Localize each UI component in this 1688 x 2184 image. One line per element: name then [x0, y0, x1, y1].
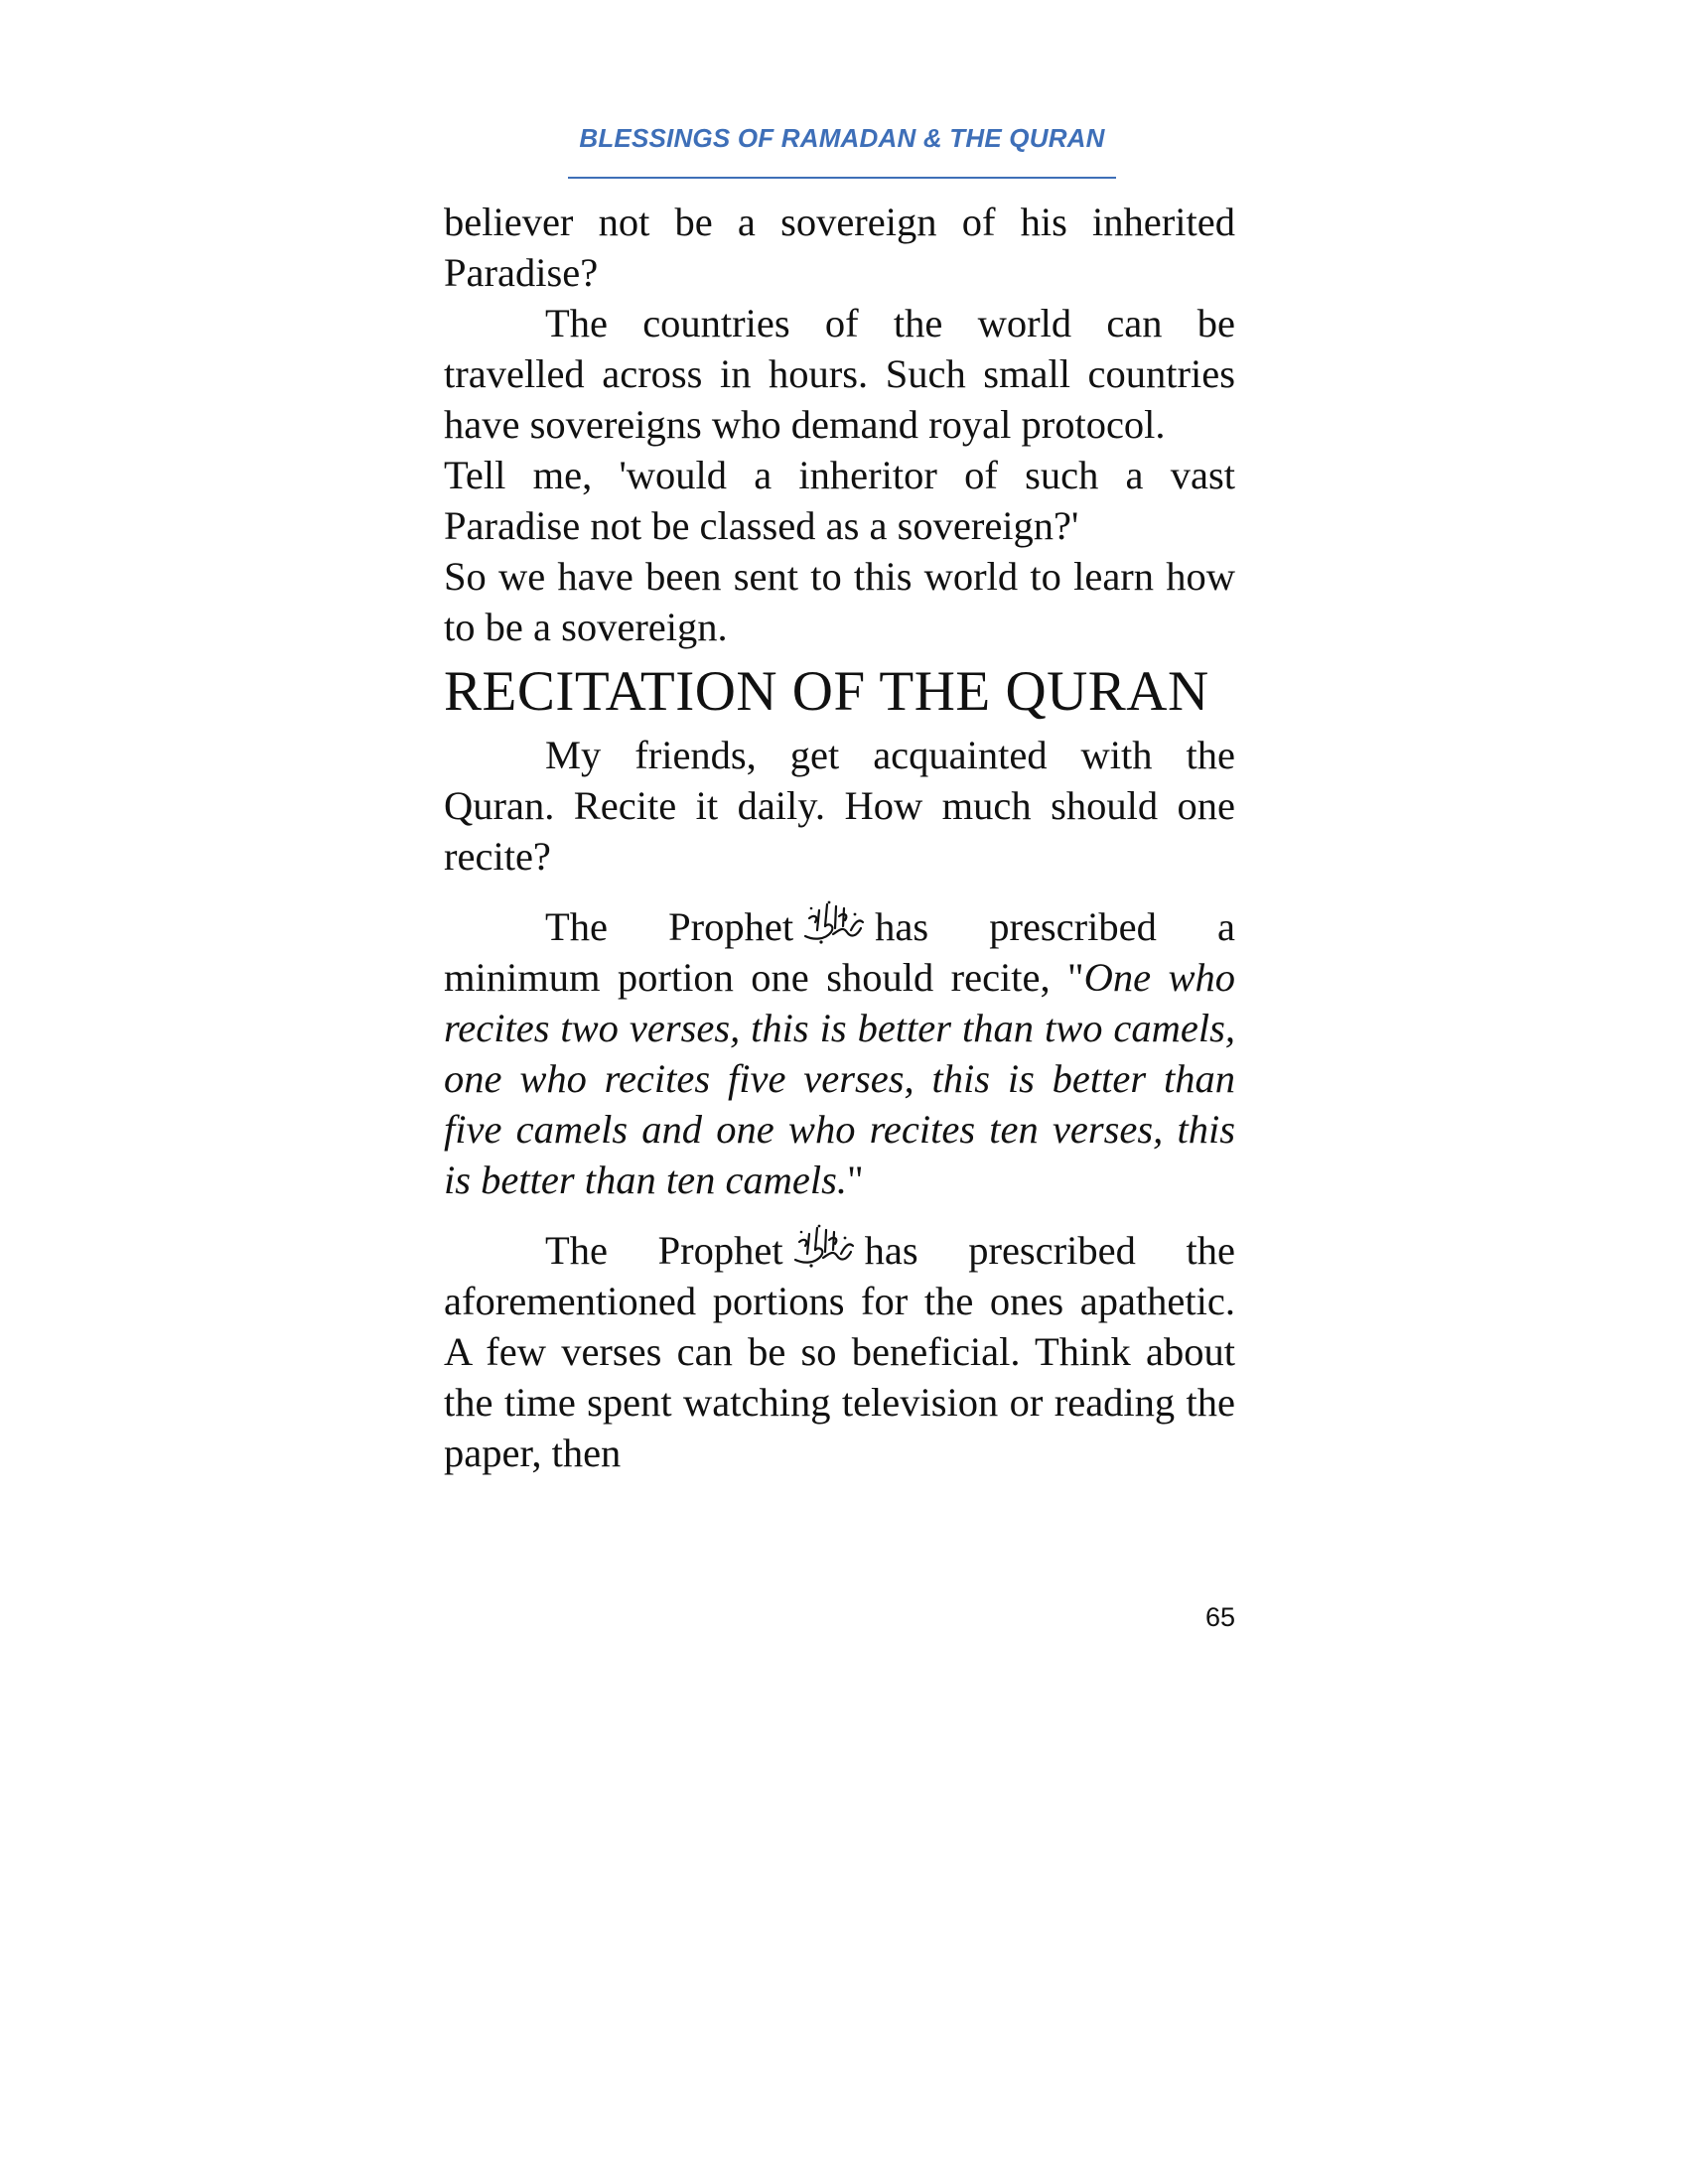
text-run: The Prophet	[545, 904, 794, 949]
paragraph: My friends, get acquainted with the Quran. Recite it daily. How much should one recite?	[444, 733, 1235, 879]
paragraph: So we have been sent to this world to learn how to be a sovereign.	[444, 554, 1235, 649]
text-run: has prescribed the aforementioned portions for the ones apathetic. A few verses can be so beneficial. Think about the time spent watching television or reading the paper, then	[444, 1228, 1235, 1475]
running-header: BLESSINGS OF RAMADAN & THE QURAN	[579, 123, 1105, 153]
paragraph	[444, 1220, 1235, 1478]
salawat-calligraphy-icon	[789, 1220, 859, 1270]
hadith-quote: One who recites two verses, this is better than two camels, one who recites five verses, this is better than five camels and one who recites ten verses, this is better than ten camels.	[444, 955, 1235, 1202]
text-run: has prescribed a minimum portion one should recite, "	[444, 904, 1235, 1000]
paragraph-hadith	[444, 896, 1235, 1205]
header-divider	[568, 177, 1116, 179]
page-number: 65	[1204, 1602, 1235, 1632]
paragraph: believer not be a sovereign of his inherited Paradise?	[444, 200, 1235, 295]
page-body	[444, 197, 1235, 1478]
paragraph: The countries of the world can be travelled across in hours. Such small countries have sovereigns who demand royal protocol.	[444, 301, 1235, 447]
text-run: The Prophet	[545, 1228, 783, 1273]
salawat-calligraphy-icon	[799, 896, 869, 946]
text-run: "	[847, 1158, 864, 1202]
section-heading: RECITATION OF THE QURAN	[444, 660, 1209, 723]
paragraph: Tell me, 'would a inheritor of such a vast Paradise not be classed as a sovereign?'	[444, 453, 1235, 548]
